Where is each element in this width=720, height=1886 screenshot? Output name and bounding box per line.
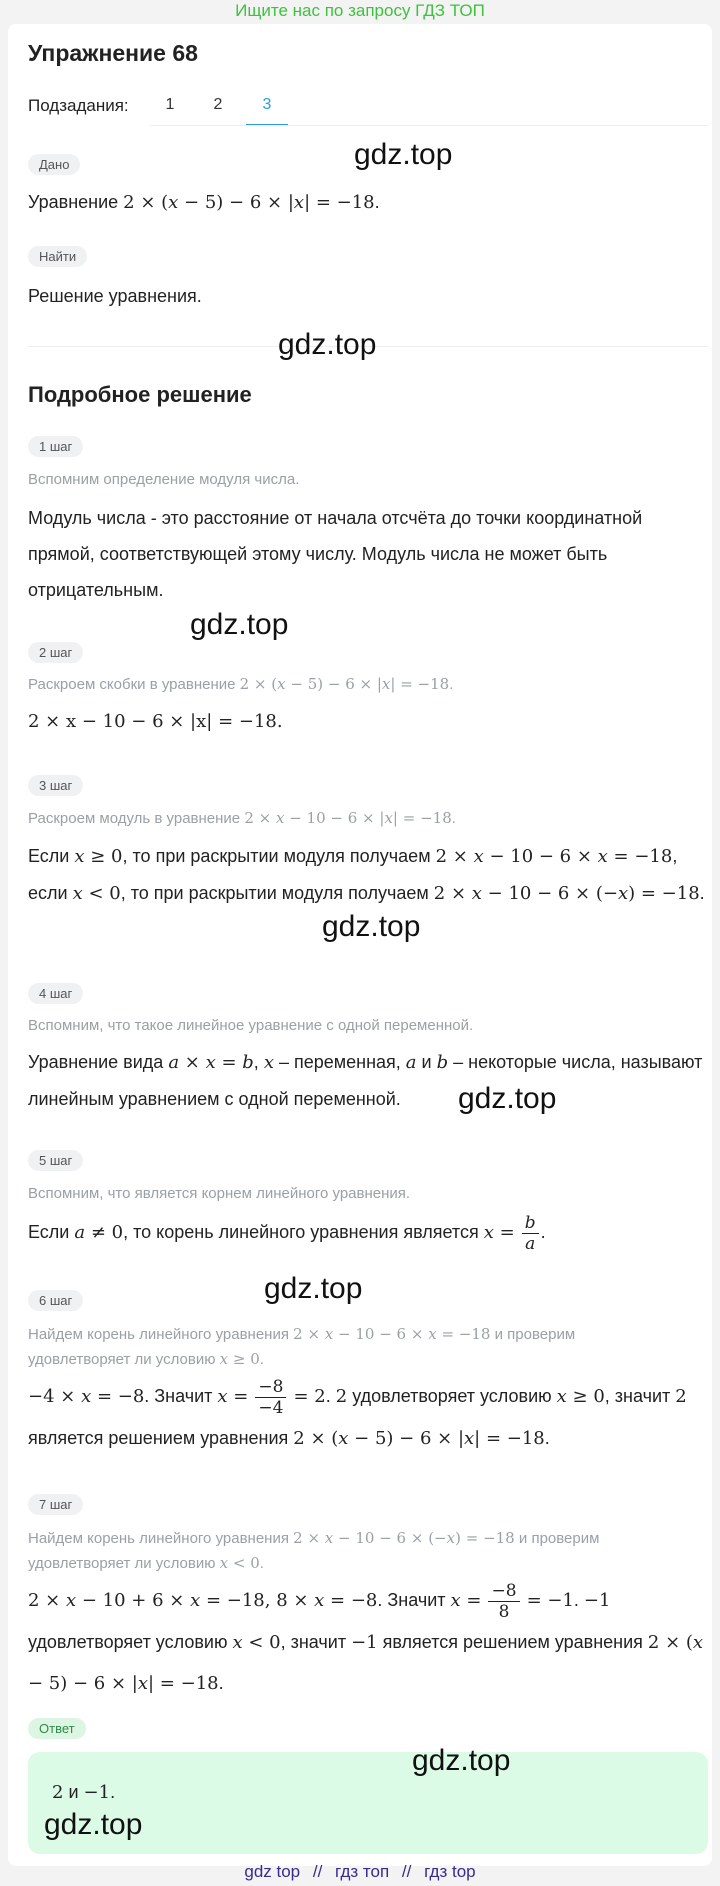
answer-chip: Ответ (28, 1718, 86, 1739)
step-2-chip: 2 шаг (28, 642, 83, 663)
search-promo-banner: Ищите нас по запросу ГДЗ ТОП (235, 1, 485, 20)
given-chip: Дано (28, 154, 80, 175)
given-text: Уравнение 2 × (x − 5) − 6 × |x| = −18. (28, 192, 380, 213)
watermark: gdz.top (190, 608, 289, 641)
watermark: gdz.top (458, 1082, 557, 1115)
step-3-text: Если x ≥ 0, то при раскрытии модуля получаем 2 × x − 10 − 6 × x = −18, если x < 0, то при раскрытии модуля получаем 2 × x − 10 − 6 × (−x) = −18. (28, 846, 705, 904)
watermark: gdz.top (322, 910, 421, 943)
tab-subtask-1[interactable]: 1 (165, 96, 175, 113)
step-4-chip: 4 шаг (28, 983, 83, 1004)
watermark: gdz.top (278, 328, 377, 361)
footer-links (0, 1862, 720, 1882)
tab-subtask-3[interactable]: 3 (262, 96, 272, 113)
step-5-hint: Вспомним, что является корнем линейного уравнения. (28, 1185, 411, 1202)
step-7-text: 2 × x − 10 + 6 × x = −18, 8 × x = −8. Значит x = $\frac{-8}{8}$ = −1. −1 удовлетворяет условию x < 0, значит −1 является решением уравнения 2 × (x − 5) − 6 × |x| = −18. (28, 1580, 704, 1694)
solution-title: Подробное решение (28, 382, 252, 407)
step-7-chip: 7 шаг (28, 1494, 83, 1515)
step-6-hint: Найдем корень линейного уравнения 2 × x − 10 − 6 × x = −18 и проверим удовлетворяет ли условию x ≥ 0. (28, 1325, 576, 1368)
tab-subtask-2[interactable]: 2 (213, 96, 223, 113)
step-3-chip: 3 шаг (28, 775, 83, 796)
tabs-divider (150, 125, 708, 126)
watermark: gdz.top (354, 138, 453, 171)
step-3-hint: Раскроем модуль в уравнение 2 × x − 10 − 6 × |x| = −18. (28, 809, 456, 827)
step-6-chip: 6 шаг (28, 1290, 83, 1311)
step-1-chip: 1 шаг (28, 436, 83, 457)
step-5-chip: 5 шаг (28, 1150, 83, 1171)
watermark: gdz.top (412, 1744, 511, 1777)
step-6-text: −4 × x = −8. Значит x = $\frac{-8}{-4}$ = 2. 2 удовлетворяет условию x ≥ 0, значит 2 является решением уравнения 2 × (x − 5) − 6 × |x| = −18. (28, 1376, 687, 1449)
find-chip: Найти (28, 246, 87, 267)
step-5-text: Если a ≠ 0, то корень линейного уравнения является x = $\frac{b}{a}$ . (28, 1212, 546, 1254)
step-1-hint: Вспомним определение модуля числа. (28, 471, 300, 488)
fraction-b-over-a: $\frac{b}{a}$ (522, 1213, 539, 1254)
step-7-hint: Найдем корень линейного уравнения 2 × x − 10 − 6 × (−x) = −18 и проверим удовлетворяет ли условию x < 0. (28, 1529, 600, 1572)
find-text: Решение уравнения. (28, 286, 202, 306)
footer-separator: // (401, 1862, 412, 1881)
answer-text: 2 и −1. (52, 1782, 116, 1803)
subtasks-label: Подзадания: (28, 96, 129, 115)
step-1-text: Модуль числа - это расстояние от начала отсчёта до точки координатной прямой, соответствующей этому числу. Модуль числа не может быть отрицательным. (28, 508, 643, 600)
step-4-text: Уравнение вида a × x = b, x – переменная, a и b – некоторые числа, называют линейным уравнением с одной переменной. (28, 1052, 703, 1109)
step-4-hint: Вспомним, что такое линейное уравнение с одной переменной. (28, 1017, 474, 1034)
step-2-text: 2 × x − 10 − 6 × |x| = −18. (28, 711, 283, 732)
step-2-hint: Раскроем скобки в уравнение 2 × (x − 5) − 6 × |x| = −18. (28, 675, 454, 693)
watermark: gdz.top (264, 1272, 363, 1305)
footer-link-gdz-top-ru[interactable]: гдз топ (335, 1862, 390, 1881)
footer-link-gdz-top-mixed[interactable]: гдз top (424, 1862, 476, 1881)
watermark: gdz.top (44, 1808, 143, 1841)
footer-separator: // (312, 1862, 323, 1881)
footer-link-gdz-top[interactable]: gdz top (244, 1862, 301, 1881)
page-title: Упражнение 68 (28, 40, 198, 66)
